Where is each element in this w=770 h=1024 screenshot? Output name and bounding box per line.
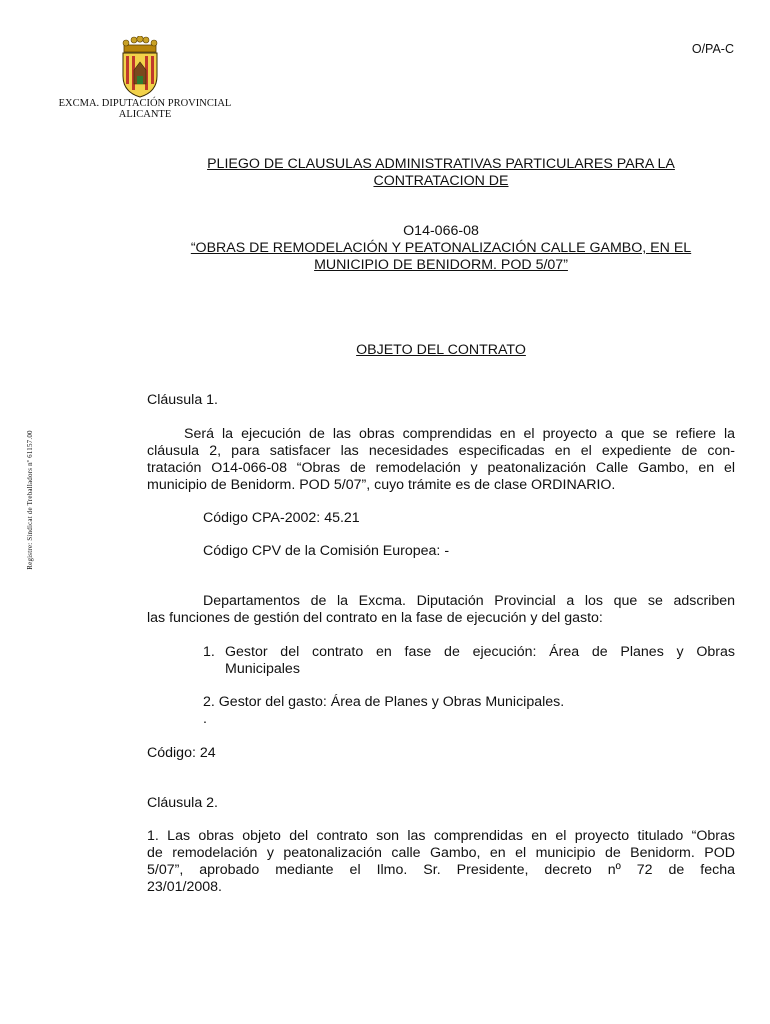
title-line2: CONTRATACION DE <box>373 173 509 189</box>
document-reference-code: O/PA-C <box>691 42 734 56</box>
list-item-1-number: 1. <box>203 644 215 660</box>
contract-code: O14-066-08 <box>403 223 479 239</box>
list-item-2: 2. Gestor del gasto: Área de Planes y Obras Municipales. <box>203 694 565 710</box>
clause1-body-line2: cláusula 2, para satisfacer las necesidades especificadas en el expediente de con- <box>147 443 735 459</box>
departments-line2: las funciones de gestión del contrato en la fase de ejecución y del gasto: <box>147 610 603 626</box>
organization-name-line2: ALICANTE <box>118 109 172 120</box>
codigo-line: Código: 24 <box>147 745 216 761</box>
clause2-body <box>147 828 735 896</box>
list-trailing-dot: . <box>203 711 207 727</box>
organization-name-line1: EXCMA. DIPUTACIÓN PROVINCIAL <box>58 98 232 109</box>
clause1-heading: Cláusula 1. <box>147 392 218 408</box>
list-item-1 <box>225 644 735 678</box>
coat-of-arms-logo <box>118 36 162 98</box>
cpa-code: Código CPA-2002: 45.21 <box>203 510 360 526</box>
clause1-body <box>147 426 735 494</box>
clause1-body-line3: tratación O14-066-08 “Obras de remodelación y peatonalización Calle Gambo, en el <box>147 460 735 476</box>
clause1-body-line4: municipio de Benidorm. POD 5/07”, cuyo trámite es de clase ORDINARIO. <box>147 477 616 493</box>
title-line1: PLIEGO DE CLAUSULAS ADMINISTRATIVAS PARTICULARES PARA LA <box>207 156 675 172</box>
side-registration-note: Registre: Sindicat de Treballadors nº 61157.00 <box>26 430 34 570</box>
clause2-body-line2: de remodelación y peatonalización calle Gambo, en el municipio de Benidorm. POD <box>147 845 735 861</box>
list-item-1-line2: Municipales <box>225 661 300 677</box>
work-title-line2: MUNICIPIO DE BENIDORM. POD 5/07” <box>314 257 568 273</box>
list-item-1-line1: Gestor del contrato en fase de ejecución: Área de Planes y Obras <box>225 644 735 660</box>
cpv-code: Código CPV de la Comisión Europea: - <box>203 543 450 559</box>
clause2-body-line4: 23/01/2008. <box>147 879 222 895</box>
clause2-body-line3: 5/07”, aprobado mediante el Ilmo. Sr. Presidente, decreto nº 72 de fecha <box>147 862 735 878</box>
departments-line1: Departamentos de la Excma. Diputación Provincial a los que se adscriben <box>203 593 735 609</box>
work-title-line1: “OBRAS DE REMODELACIÓN Y PEATONALIZACIÓN CALLE GAMBO, EN EL <box>190 240 692 256</box>
clause2-heading: Cláusula 2. <box>147 795 218 811</box>
section-heading: OBJETO DEL CONTRATO <box>356 342 526 358</box>
departments-paragraph <box>147 593 735 627</box>
clause2-body-line1: 1. Las obras objeto del contrato son las comprendidas en el proyecto titulado “Obras <box>147 828 735 844</box>
clause1-body-line1: Será la ejecución de las obras comprendidas en el proyecto a que se refiere la <box>184 426 735 442</box>
